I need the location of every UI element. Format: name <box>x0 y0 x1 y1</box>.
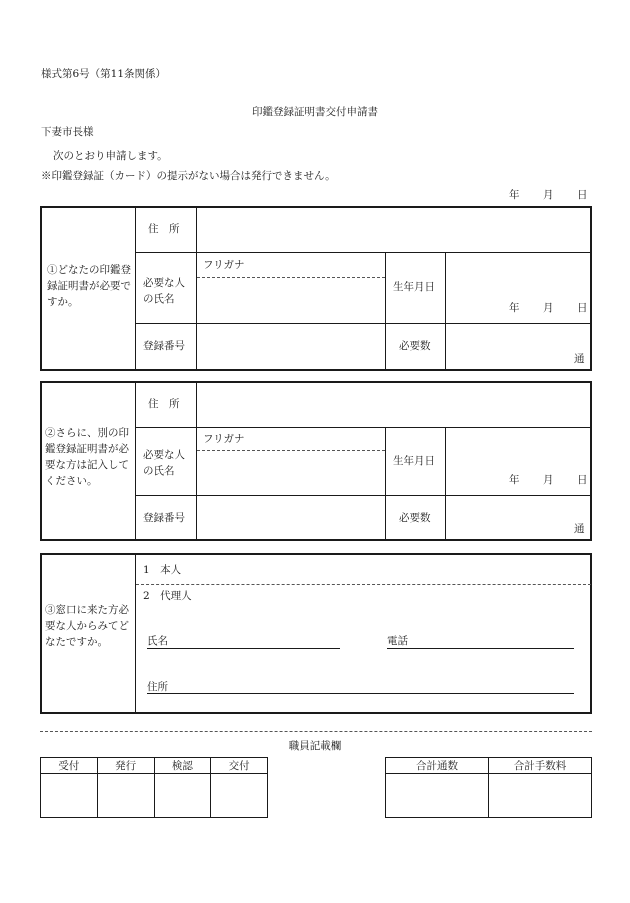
section3-phone-label: 電話 <box>387 635 408 647</box>
staff-cell-reception[interactable] <box>41 774 98 818</box>
section2-name-label: 必要な人の氏名 <box>143 449 185 477</box>
section3-address-field[interactable] <box>147 680 574 694</box>
staff-header-issue: 発行 <box>97 758 154 774</box>
form-title: 印鑑登録証明書交付申請書 <box>252 106 378 118</box>
section2-month-label: 月 <box>543 474 554 486</box>
notice-text: ※印鑑登録証（カード）の提示がない場合は発行できません。 <box>41 170 336 182</box>
staff-stamp-table <box>40 757 268 818</box>
section2-reg-label: 登録番号 <box>143 512 185 524</box>
staff-header-deliver: 交付 <box>211 758 268 774</box>
section1-count-label: 必要数 <box>399 340 431 352</box>
staff-cell-deliver[interactable] <box>211 774 268 818</box>
section2-reg-field[interactable] <box>197 496 384 539</box>
section3-name-label: 氏名 <box>147 635 168 647</box>
form-number: 様式第6号（第11条関係） <box>41 68 167 80</box>
section1-reg-label: 登録番号 <box>143 340 185 352</box>
section1-name-field[interactable] <box>197 278 384 322</box>
section2-count-label: 必要数 <box>399 512 431 524</box>
section1-month-label: 月 <box>543 302 554 314</box>
section2-furigana-label: フリガナ <box>203 433 245 445</box>
section2-year-label: 年 <box>509 474 520 486</box>
staff-header-verify: 検認 <box>154 758 211 774</box>
section2-name-field[interactable] <box>197 451 384 494</box>
section2-count-unit: 通 <box>574 523 585 535</box>
staff-title: 職員記載欄 <box>288 740 342 752</box>
section1-question: ①どなたの印鑑登録証明書が必要ですか。 <box>47 264 131 308</box>
section2-question: ②さらに、別の印鑑登録証明書が必要な方は記入してください。 <box>45 427 129 487</box>
staff-cell-issue[interactable] <box>97 774 154 818</box>
intro-text: 次のとおり申請します。 <box>53 150 168 162</box>
section1-count-unit: 通 <box>574 353 585 365</box>
section1-name-label: 必要な人の氏名 <box>143 277 185 305</box>
section3-name-field[interactable] <box>147 634 340 649</box>
staff-divider <box>40 731 592 732</box>
section1-furigana-label: フリガナ <box>203 259 245 271</box>
section2-day-label: 日 <box>577 474 588 486</box>
date-day-label: 日 <box>577 189 588 201</box>
section2-address-field[interactable] <box>197 383 590 426</box>
staff-cell-total-fee[interactable] <box>489 774 592 818</box>
staff-cell-verify[interactable] <box>154 774 211 818</box>
staff-header-total-copies: 合計通数 <box>386 758 489 774</box>
date-month-label: 月 <box>543 189 554 201</box>
option-self[interactable]: 1 本人 <box>143 564 182 576</box>
date-year-label: 年 <box>509 189 520 201</box>
section2-birth-label: 生年月日 <box>393 455 435 467</box>
section1-count-field[interactable] <box>446 324 590 369</box>
staff-header-reception: 受付 <box>41 758 98 774</box>
staff-total-table <box>385 757 592 818</box>
option-agent[interactable]: 2 代理人 <box>143 590 192 602</box>
section1-birth-label: 生年月日 <box>393 281 435 293</box>
section3-question: ③窓口に来た方必要な人からみてどなたですか。 <box>45 604 129 648</box>
section3-address-label: 住所 <box>147 681 168 693</box>
section2-count-field[interactable] <box>446 496 590 539</box>
section1-day-label: 日 <box>577 302 588 314</box>
section2-address-label: 住 所 <box>148 398 180 410</box>
section1-reg-field[interactable] <box>197 324 384 369</box>
section3-phone-field[interactable] <box>387 634 574 649</box>
staff-header-total-fee: 合計手数料 <box>489 758 592 774</box>
section1-year-label: 年 <box>509 302 520 314</box>
staff-cell-total-copies[interactable] <box>386 774 489 818</box>
section1-address-field[interactable] <box>197 208 590 251</box>
section1-address-label: 住 所 <box>148 223 180 235</box>
addressee: 下妻市長様 <box>41 126 94 138</box>
